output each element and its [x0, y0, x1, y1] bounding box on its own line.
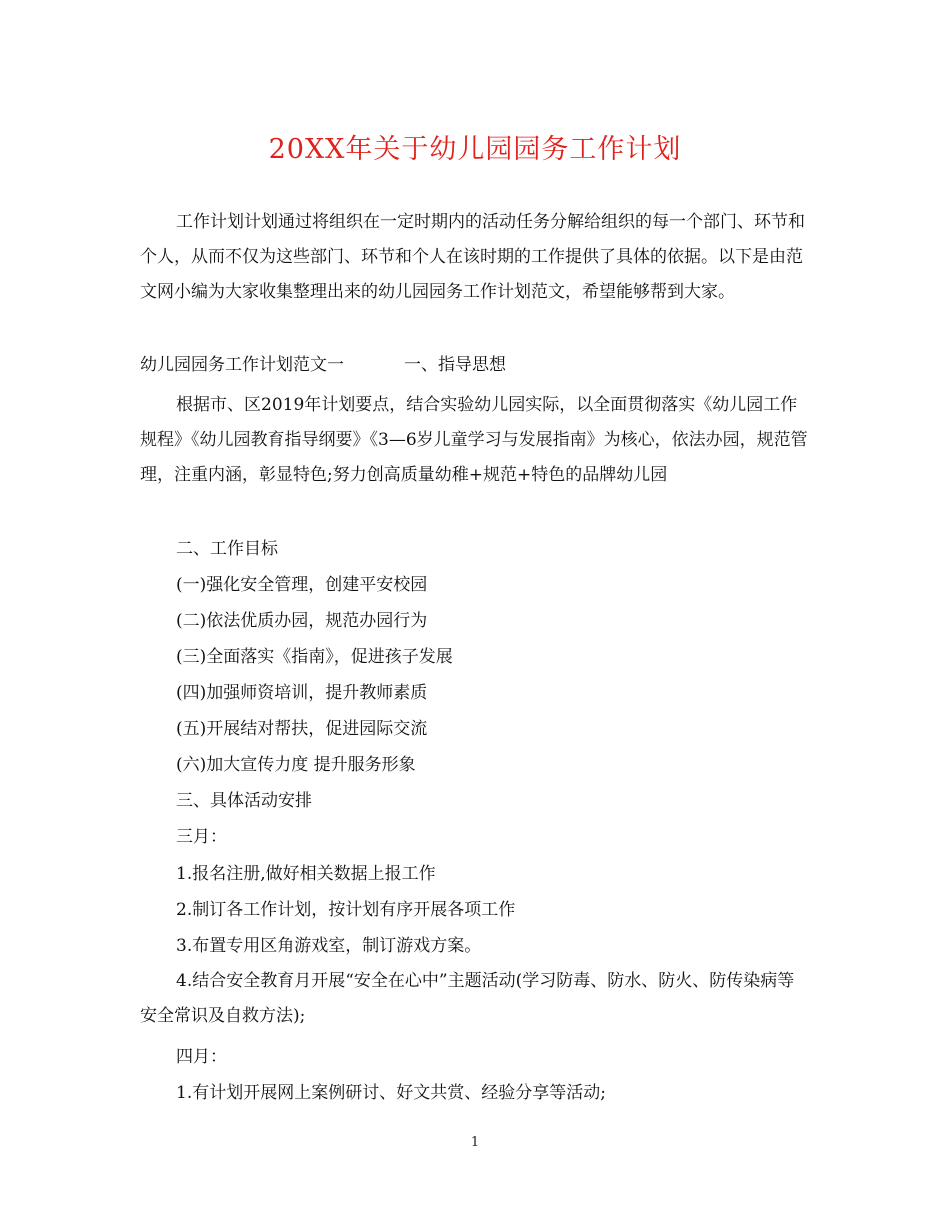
april-item: 1.有计划开展网上案例研讨、好文共赏、经验分享等活动;	[176, 1083, 606, 1103]
section-heading-goals: 二、工作目标	[176, 539, 278, 559]
section-heading-activities: 三、具体活动安排	[176, 791, 312, 811]
goal-item: (一)强化安全管理，创建平安校园	[176, 575, 428, 595]
march-item: 2.制订各工作计划，按计划有序开展各项工作	[176, 900, 516, 920]
document-title: 20XX年关于幼儿园园务工作计划	[268, 134, 682, 165]
section-title: 幼儿园园务工作计划范文一	[140, 355, 344, 375]
goal-item: (三)全面落实《指南》，促进孩子发展	[176, 647, 453, 667]
goal-item: (四)加强师资培训，提升教师素质	[176, 683, 428, 703]
intro-paragraph: 工作计划计划通过将组织在一定时期内的活动任务分解给组织的每一个部门、环节和个人，从而不仅为这些部门、环节和个人在该时期的工作提供了具体的依据。以下是由范文网小编为大家收集整理出来的幼儿园园务工作计划范文，希望能够帮到大家。	[140, 212, 805, 302]
guiding-paragraph: 根据市、区2019年计划要点，结合实验幼儿园实际，以全面贯彻落实《幼儿园工作规程》《幼儿园教育指导纲要》《3—6岁儿童学习与发展指南》为核心，依法办园，规范管理，注重内涵，彰显特色;努力创高质量幼稚+规范+特色的品牌幼儿园	[140, 395, 808, 485]
march-item: 1.报名注册,做好相关数据上报工作	[176, 864, 436, 884]
section-title-line	[140, 353, 506, 377]
goal-item: (六)加大宣传力度 提升服务形象	[176, 755, 416, 775]
goal-item: (五)开展结对帮扶，促进园际交流	[176, 719, 428, 739]
section-heading-guiding: 一、指导思想	[404, 355, 506, 375]
month-label-april: 四月：	[176, 1047, 227, 1067]
goal-item: (二)依法优质办园，规范办园行为	[176, 611, 428, 631]
month-label-march: 三月：	[176, 827, 227, 847]
march-item: 4.结合安全教育月开展“安全在心中”主题活动(学习防毒、防水、防火、防传染病等安全常识及自救方法);	[140, 971, 795, 1026]
page-number: 1	[470, 1135, 480, 1150]
march-item: 3.布置专用区角游戏室，制订游戏方案。	[176, 936, 482, 956]
